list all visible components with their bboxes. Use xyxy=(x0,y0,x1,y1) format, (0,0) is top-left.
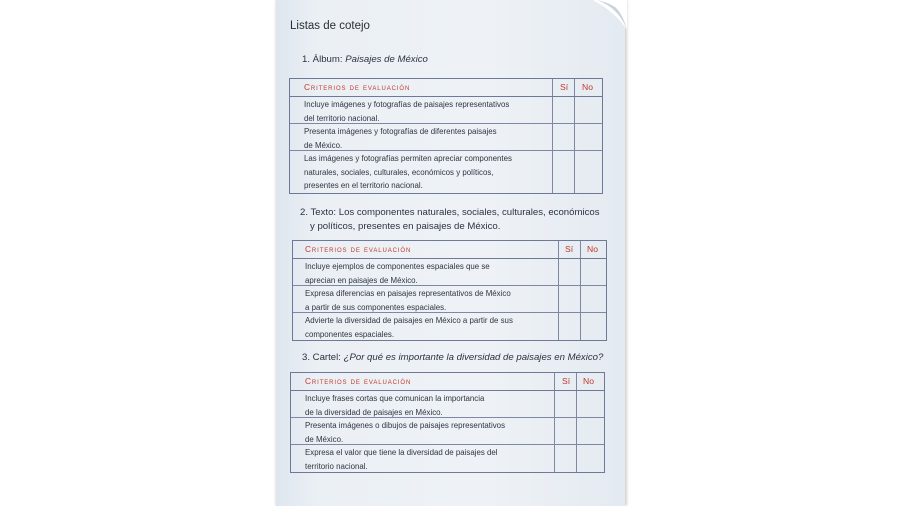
checklist-table-1 xyxy=(289,78,603,194)
no-header: No xyxy=(582,82,593,92)
table-row xyxy=(290,151,602,192)
section-2-heading-line-2: y políticos, presentes en paisajes de México. xyxy=(310,221,501,232)
row-text-line: Presenta imágenes y fotografías de diferentes paisajes xyxy=(304,127,497,136)
page-title: Listas de cotejo xyxy=(290,20,370,32)
si-header: Sí xyxy=(565,244,574,254)
table-header xyxy=(290,79,602,97)
row-text-line: aprecian en paisajes de México. xyxy=(305,275,418,285)
no-header: No xyxy=(583,376,594,386)
row-text-line: Incluye imágenes y fotografías de paisajes representativos xyxy=(304,100,510,109)
table-row xyxy=(290,124,602,151)
criteria-header: Criterios de evaluación xyxy=(305,244,412,254)
section-1-heading xyxy=(302,53,428,67)
row-text-line: de México. xyxy=(304,140,343,150)
no-header: No xyxy=(587,244,598,254)
section-3-heading-prefix: 3. Cartel: xyxy=(302,352,344,363)
row-text-line: Incluye ejemplos de componentes espaciales que se xyxy=(305,262,490,271)
row-text-line: Las imágenes y fotografías permiten apreciar componentes xyxy=(304,154,512,163)
table-row xyxy=(293,259,606,286)
section-1-heading-prefix: 1. Álbum: xyxy=(302,54,346,65)
table-row xyxy=(293,313,606,340)
table-row xyxy=(291,391,604,418)
section-3-heading-italic: ¿Por qué es importante la diversidad de paisajes en México? xyxy=(343,352,604,363)
checklist-table-3 xyxy=(290,372,605,473)
row-text-line: de la diversidad de paisajes en México. xyxy=(305,407,443,417)
row-text-line: presentes en el territorio nacional. xyxy=(304,181,423,191)
checklist-table-2 xyxy=(292,240,607,341)
page-curl-icon xyxy=(593,0,627,30)
row-text-line: territorio nacional. xyxy=(305,461,368,471)
section-3-heading xyxy=(302,351,603,365)
row-text-line: a partir de sus componentes espaciales. xyxy=(305,302,447,312)
row-text-line: de México. xyxy=(305,434,344,444)
row-text-line: Presenta imágenes o dibujos de paisajes representativos xyxy=(305,421,506,430)
row-text-line: Expresa el valor que tiene la diversidad de paisajes del xyxy=(305,448,498,457)
table-header xyxy=(293,241,606,259)
table-row xyxy=(293,286,606,313)
criteria-header: Criterios de evaluación xyxy=(305,376,412,386)
table-row xyxy=(290,97,602,124)
si-header: Sí xyxy=(562,376,571,386)
si-header: Sí xyxy=(560,82,569,92)
section-2-heading xyxy=(300,206,600,234)
criteria-header: Criterios de evaluación xyxy=(304,82,411,92)
row-text-line: componentes espaciales. xyxy=(305,329,395,339)
table-header xyxy=(291,373,604,391)
row-text-line: del territorio nacional. xyxy=(304,113,380,123)
row-text-line: Incluye frases cortas que comunican la importancia xyxy=(305,394,485,403)
table-row xyxy=(291,445,604,472)
table-row xyxy=(291,418,604,445)
section-2-heading-line-1: 2. Texto: Los componentes naturales, sociales, culturales, económicos xyxy=(300,207,600,218)
row-text-line: Expresa diferencias en paisajes representativos de México xyxy=(305,289,511,298)
row-text-line: Advierte la diversidad de paisajes en México a partir de sus xyxy=(305,316,513,325)
row-text-line: naturales, sociales, culturales, económicos y políticos, xyxy=(304,167,494,177)
section-1-heading-italic: Paisajes de México xyxy=(345,54,428,65)
